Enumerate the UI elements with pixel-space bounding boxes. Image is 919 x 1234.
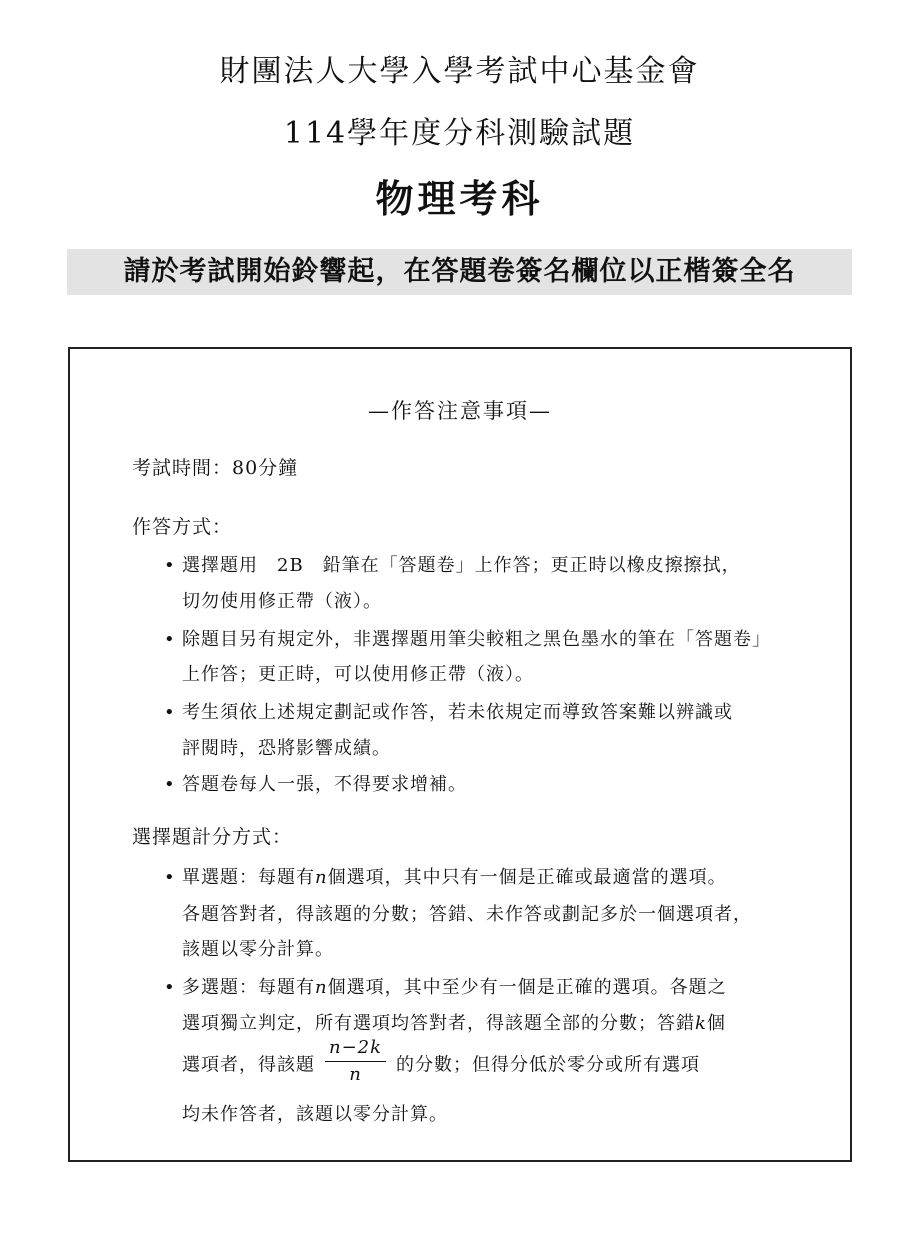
scoring-method-label: 選擇題計分方式： xyxy=(132,826,293,848)
answer-method-label: 作答方式： xyxy=(132,516,233,538)
list-item-continuation: 上作答；更正時，可以使用修正帶（液）。 xyxy=(182,664,534,685)
list-item-continuation: 切勿使用修正帶（液）。 xyxy=(182,591,382,612)
list-item-text: 除題目另有規定外，非選擇題用筆尖較粗之黑色墨水的筆在「答題卷」 xyxy=(182,629,771,650)
organization-title: 財團法人大學入學考試中心基金會 xyxy=(219,54,700,89)
fraction-denominator: n xyxy=(349,1064,362,1085)
list-item-text: 考生須依上述規定劃記或作答，若未依規定而導致答案難以辨識或 xyxy=(182,702,733,723)
score-fraction xyxy=(325,1035,386,1088)
list-item: • 多選題：每題有n個選項，其中至少有一個是正確的選項。各題之 xyxy=(164,977,727,998)
list-item xyxy=(164,625,771,651)
bullet-icon: • xyxy=(164,702,176,723)
bullet-icon: • xyxy=(164,867,176,888)
list-item-continuation: 均未作答者，該題以零分計算。 xyxy=(182,1104,448,1125)
exam-title: 114學年度分科測驗試題 xyxy=(283,116,636,151)
variable-n: n xyxy=(315,867,328,888)
list-item xyxy=(164,770,467,796)
subject-title: 物理考科 xyxy=(375,176,544,221)
bullet-icon: • xyxy=(164,977,176,998)
signature-instruction-banner: 請於考試開始鈴響起，在答題卷簽名欄位以正楷簽全名 xyxy=(67,249,852,295)
notice-box xyxy=(68,347,852,1162)
fraction-numerator: n−2k xyxy=(325,1035,386,1062)
list-item-continuation: 該題以零分計算。 xyxy=(182,939,334,960)
list-item-text: 答題卷每人一張，不得要求增補。 xyxy=(182,774,467,795)
list-item-text: 選擇題用 2B 鉛筆在「答題卷」上作答；更正時以橡皮擦擦拭， xyxy=(182,555,741,576)
bullet-icon: • xyxy=(164,629,176,650)
variable-n: n xyxy=(315,977,328,998)
bullet-icon: • xyxy=(164,555,176,576)
list-item-continuation: 選項者，得該題 $\frac{n-2k}{n}$ 的分數；但得分低於零分或所有選項 xyxy=(182,1039,700,1092)
bullet-icon: • xyxy=(164,774,176,795)
list-item: • 單選題：每題有n個選項，其中只有一個是正確或最適當的選項。 xyxy=(164,867,727,888)
list-item xyxy=(164,698,733,724)
list-item-continuation: 各題答對者，得該題的分數；答錯、未作答或劃記多於一個選項者， xyxy=(182,904,752,925)
list-item xyxy=(164,551,741,577)
list-item-continuation: 評閱時，恐將影響成績。 xyxy=(182,738,391,759)
notice-heading: —作答注意事項— xyxy=(368,399,552,423)
exam-duration: 考試時間：80分鐘 xyxy=(132,457,299,479)
variable-k: k xyxy=(695,1013,707,1034)
list-item-continuation: 選項獨立判定，所有選項均答對者，得該題全部的分數；答錯k個 xyxy=(182,1013,726,1034)
